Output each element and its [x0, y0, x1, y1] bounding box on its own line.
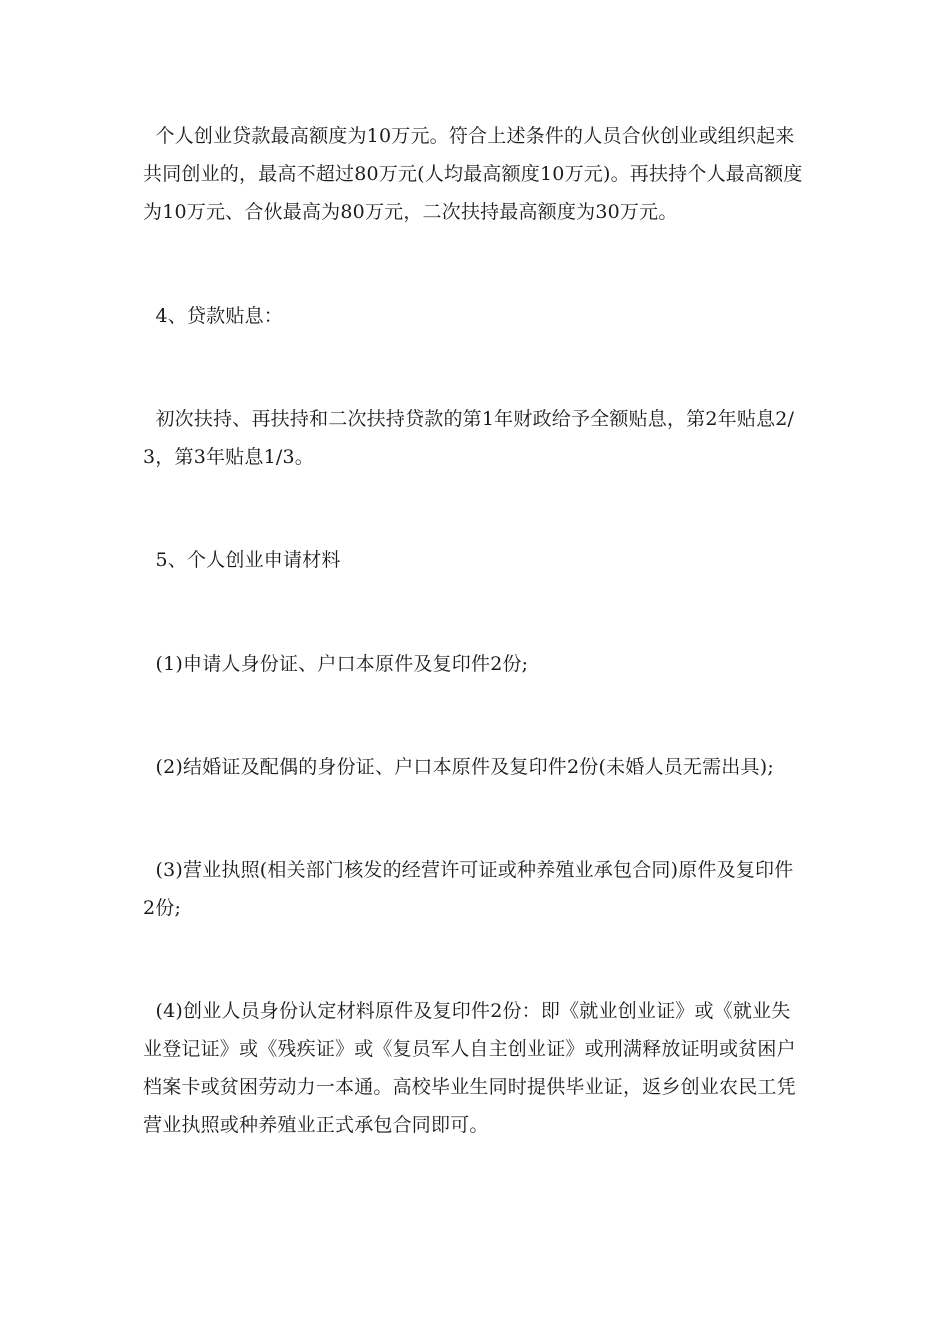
list-item-material-4: (4)创业人员身份认定材料原件及复印件2份：即《就业创业证》或《就业失业登记证》或《残疾证》或《复员军人自主创业证》或刑满释放证明或贫困户档案卡或贫困劳动力一本通。高校毕业生同时提供毕业证，返乡创业农民工凭营业执照或种养殖业正式承包合同即可。	[143, 1000, 796, 1136]
list-item-material-1: (1)申请人身份证、户口本原件及复印件2份;	[143, 653, 529, 675]
list-item-material-3: (3)营业执照(相关部门核发的经营许可证或种养殖业承包合同)原件及复印件2份;	[143, 859, 794, 919]
paragraph-interest-subsidy: 初次扶持、再扶持和二次扶持贷款的第1年财政给予全额贴息，第2年贴息2/3，第3年贴息1/3。	[143, 408, 795, 468]
paragraph-loan-limit: 个人创业贷款最高额度为10万元。符合上述条件的人员合伙创业或组织起来共同创业的，最高不超过80万元(人均最高额度10万元)。再扶持个人最高额度为10万元、合伙最高为80万元，二次扶持最高额度为30万元。	[143, 125, 803, 223]
heading-loan-interest-subsidy: 4、贷款贴息：	[143, 305, 283, 327]
heading-application-materials: 5、个人创业申请材料	[143, 549, 341, 571]
list-item-material-2: (2)结婚证及配偶的身份证、户口本原件及复印件2份(未婚人员无需出具);	[143, 756, 774, 778]
